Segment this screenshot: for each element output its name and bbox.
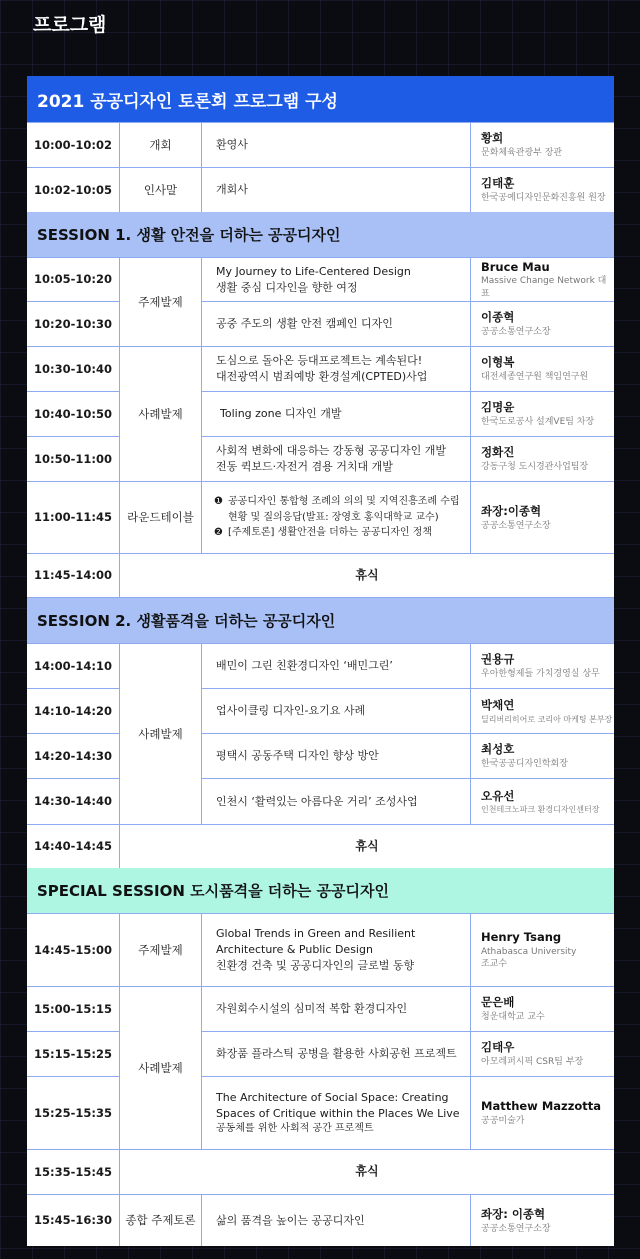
number-badge-icon: ❷ bbox=[214, 527, 223, 539]
topic-cell bbox=[202, 1195, 470, 1246]
speaker-affiliation: 청운대학교 교수 bbox=[481, 1012, 545, 1023]
topic-cell bbox=[202, 482, 470, 553]
speaker-name: Bruce Mau bbox=[481, 259, 550, 274]
time-cell: 14:00-14:10 bbox=[34, 658, 112, 673]
topic-cell bbox=[202, 258, 470, 301]
speaker-name: 이형복 bbox=[481, 355, 515, 370]
speaker-affiliation: 공공미술가 bbox=[481, 1116, 525, 1127]
topic-line: Architecture & Public Design bbox=[216, 943, 373, 957]
time-cell: 10:30-10:40 bbox=[34, 361, 112, 376]
topic-cell bbox=[202, 347, 470, 391]
topic-line: 배민이 그린 친환경디자인 ‘배민그린’ bbox=[216, 659, 393, 673]
topic-line: 사회적 변화에 대응하는 강동형 공공디자인 개발 bbox=[216, 444, 447, 458]
time-cell: 10:05-10:20 bbox=[34, 272, 112, 287]
category-cell: 주제발제 bbox=[138, 294, 183, 309]
speaker-affiliation: 공공소통연구소장 bbox=[481, 520, 551, 531]
topic-line: Spaces of Critique within the Places We Live bbox=[216, 1106, 460, 1120]
time-cell: 14:10-14:20 bbox=[34, 703, 112, 718]
topic-cell bbox=[202, 392, 470, 436]
speaker-cell bbox=[471, 482, 614, 553]
speaker-affiliation: 딜리버리히어로 코리아 마케팅 본부장 bbox=[481, 714, 613, 724]
speaker-affiliation: 인천테크노파크 환경디자인센터장 bbox=[481, 805, 600, 815]
roundtable-item-text: 공공디자인 통합형 조례의 의의 및 지역진흥조례 수립 현황 및 질의응답(발표: 장영호 홍익대학교 교수) bbox=[228, 496, 460, 523]
roundtable-item-text: [주제토론] 생활안전을 더하는 공공디자인 정책 bbox=[228, 527, 433, 539]
speaker-cell bbox=[471, 987, 614, 1031]
speaker-cell bbox=[471, 392, 614, 436]
category-cell: 종합 주제토론 bbox=[125, 1213, 196, 1228]
topic-line: 도심으로 돌아온 등대프로젝트는 계속된다! bbox=[216, 354, 423, 368]
topic-line: 공동체를 위한 사회적 공간 프로젝트 bbox=[216, 1122, 374, 1134]
topic-cell bbox=[202, 123, 470, 167]
speaker-name: 문은배 bbox=[481, 995, 515, 1010]
speaker-affiliation: 대전세종연구원 책임연구원 bbox=[481, 372, 589, 383]
category-cell: 개회 bbox=[149, 137, 172, 152]
time-cell: 15:25-15:35 bbox=[34, 1105, 112, 1120]
topic-line: 환영사 bbox=[216, 138, 248, 152]
time-cell: 10:20-10:30 bbox=[34, 316, 112, 331]
speaker-cell bbox=[471, 734, 614, 778]
speaker-cell bbox=[471, 1195, 614, 1246]
topic-line: 업사이클링 디자인-요기요 사례 bbox=[216, 704, 366, 718]
topic-cell bbox=[202, 644, 470, 688]
category-cell: 사례발제 bbox=[138, 406, 183, 421]
topic-line: Toling zone 디자인 개발 bbox=[220, 407, 342, 421]
speaker-affiliation: 한국공예디자인문화진흥원 원장 bbox=[481, 193, 606, 204]
speaker-affiliation: 한국도로공사 설계VE팀 차장 bbox=[481, 417, 595, 428]
speaker-name: 좌장:이종혁 bbox=[481, 503, 542, 518]
topic-line: The Architecture of Social Space: Creating bbox=[216, 1090, 449, 1104]
session-2-header: SESSION 2. 생활품격을 더하는 공공디자인 bbox=[27, 598, 614, 643]
time-cell: 11:45-14:00 bbox=[34, 568, 112, 583]
speaker-affiliation: 문화체육관광부 장관 bbox=[481, 148, 563, 159]
time-cell: 14:30-14:40 bbox=[34, 794, 112, 809]
topic-cell bbox=[202, 914, 470, 986]
speaker-affiliation: 공공소통연구소장 bbox=[481, 327, 551, 338]
program-table bbox=[27, 76, 614, 1246]
speaker-cell bbox=[471, 689, 614, 733]
topic-line: 대전광역시 범죄예방 환경설계(CPTED)사업 bbox=[216, 370, 428, 383]
program-title: 2021 공공디자인 토론회 프로그램 구성 bbox=[27, 76, 614, 122]
category-cell: 사례발제 bbox=[138, 726, 183, 741]
speaker-name: 김명윤 bbox=[481, 400, 515, 415]
topic-line: 화장품 플라스틱 공병을 활용한 사회공헌 프로젝트 bbox=[216, 1047, 457, 1061]
topic-cell bbox=[202, 1032, 470, 1076]
topic-cell bbox=[202, 437, 470, 481]
topic-line: 전동 퀵보드·자전거 겸용 거치대 개발 bbox=[216, 460, 393, 473]
speaker-cell bbox=[471, 779, 614, 824]
number-badge-icon: ❶ bbox=[214, 496, 223, 508]
speaker-name: 이종혁 bbox=[481, 310, 515, 325]
speaker-name: 오유선 bbox=[481, 788, 515, 803]
topic-line: 인천시 ‘활력있는 아름다운 거리’ 조성사업 bbox=[216, 794, 418, 808]
speaker-cell bbox=[471, 258, 614, 301]
time-cell: 15:00-15:15 bbox=[34, 1001, 112, 1016]
roundtable-item bbox=[214, 525, 432, 541]
time-cell: 14:45-15:00 bbox=[34, 942, 112, 957]
topic-cell bbox=[202, 168, 470, 212]
speaker-name: Henry Tsang bbox=[481, 930, 562, 945]
topic-cell bbox=[202, 689, 470, 733]
speaker-affiliation: Massive Change Network 대표 bbox=[481, 276, 607, 299]
speaker-affiliation: 공공소통연구소장 bbox=[481, 1223, 551, 1234]
topic-line: 자원회수시설의 심미적 복합 환경디자인 bbox=[216, 1002, 408, 1016]
speaker-name: 황희 bbox=[481, 131, 504, 146]
speaker-cell bbox=[471, 168, 614, 212]
time-cell: 10:00-10:02 bbox=[34, 137, 112, 152]
speaker-cell bbox=[471, 347, 614, 391]
speaker-name: 권용규 bbox=[481, 652, 515, 667]
speaker-cell bbox=[471, 437, 614, 481]
speaker-affiliation: 아모레퍼시픽 CSR팀 부장 bbox=[481, 1057, 584, 1068]
speaker-name: 정화진 bbox=[481, 445, 515, 460]
time-cell: 15:35-15:45 bbox=[34, 1164, 112, 1179]
speaker-name: 박채연 bbox=[481, 698, 515, 713]
time-cell: 14:40-14:45 bbox=[34, 839, 112, 854]
speaker-cell bbox=[471, 914, 614, 986]
topic-line: 공중 주도의 생활 안전 캠페인 디자인 bbox=[216, 317, 393, 331]
topic-line: My Journey to Life-Centered Design bbox=[216, 264, 411, 278]
speaker-cell bbox=[471, 123, 614, 167]
break-cell: 휴식 bbox=[355, 567, 379, 582]
speaker-name: 김태훈 bbox=[481, 176, 515, 191]
topic-line: 평택시 공동주택 디자인 향상 방안 bbox=[216, 749, 379, 763]
topic-cell bbox=[202, 734, 470, 778]
speaker-affiliation: 우아한형제들 가치경영실 상무 bbox=[481, 669, 600, 680]
topic-cell bbox=[202, 987, 470, 1031]
page-heading: 프로그램 bbox=[33, 14, 107, 36]
topic-cell bbox=[202, 779, 470, 824]
speaker-cell bbox=[471, 302, 614, 346]
speaker-affiliation: Athabasca University bbox=[481, 946, 577, 957]
speaker-cell bbox=[471, 1032, 614, 1076]
time-cell: 14:20-14:30 bbox=[34, 748, 112, 763]
time-cell: 15:45-16:30 bbox=[34, 1213, 112, 1228]
topic-line: 친환경 건축 및 공공디자인의 글로벌 동향 bbox=[216, 958, 415, 972]
topic-line: 생활 중심 디자인을 향한 여정 bbox=[216, 280, 358, 294]
time-cell: 10:40-10:50 bbox=[34, 406, 112, 421]
break-cell: 휴식 bbox=[355, 838, 379, 853]
break-cell: 휴식 bbox=[355, 1164, 379, 1179]
category-cell: 주제발제 bbox=[138, 942, 183, 957]
speaker-name: Matthew Mazzotta bbox=[481, 1099, 602, 1114]
time-cell: 10:02-10:05 bbox=[34, 182, 112, 197]
topic-line: Global Trends in Green and Resilient bbox=[216, 927, 416, 941]
topic-cell bbox=[202, 302, 470, 346]
category-cell: 라운드테이블 bbox=[127, 510, 194, 525]
speaker-name: 김태우 bbox=[481, 1040, 515, 1055]
special-session-header: SPECIAL SESSION 도시품격을 더하는 공공디자인 bbox=[27, 868, 614, 913]
roundtable-item bbox=[214, 494, 464, 525]
speaker-affiliation: 조교수 bbox=[481, 959, 508, 970]
time-cell: 10:50-11:00 bbox=[34, 451, 112, 466]
category-cell: 사례발제 bbox=[138, 1060, 183, 1075]
speaker-affiliation: 강동구청 도시경관사업팀장 bbox=[481, 462, 589, 473]
topic-cell bbox=[202, 1077, 470, 1149]
topic-line: 개회사 bbox=[216, 183, 248, 197]
speaker-affiliation: 한국공공디자인학회장 bbox=[481, 759, 568, 770]
time-cell: 11:00-11:45 bbox=[34, 510, 112, 525]
speaker-name: 좌장: 이종혁 bbox=[481, 1206, 546, 1221]
speaker-name: 최성호 bbox=[481, 742, 515, 757]
category-cell: 인사말 bbox=[143, 182, 178, 197]
topic-line: 삶의 품격을 높이는 공공디자인 bbox=[216, 1213, 365, 1227]
time-cell: 15:15-15:25 bbox=[34, 1046, 112, 1061]
speaker-cell bbox=[471, 644, 614, 688]
speaker-cell bbox=[471, 1077, 614, 1149]
session-1-header: SESSION 1. 생활 안전을 더하는 공공디자인 bbox=[27, 212, 614, 257]
